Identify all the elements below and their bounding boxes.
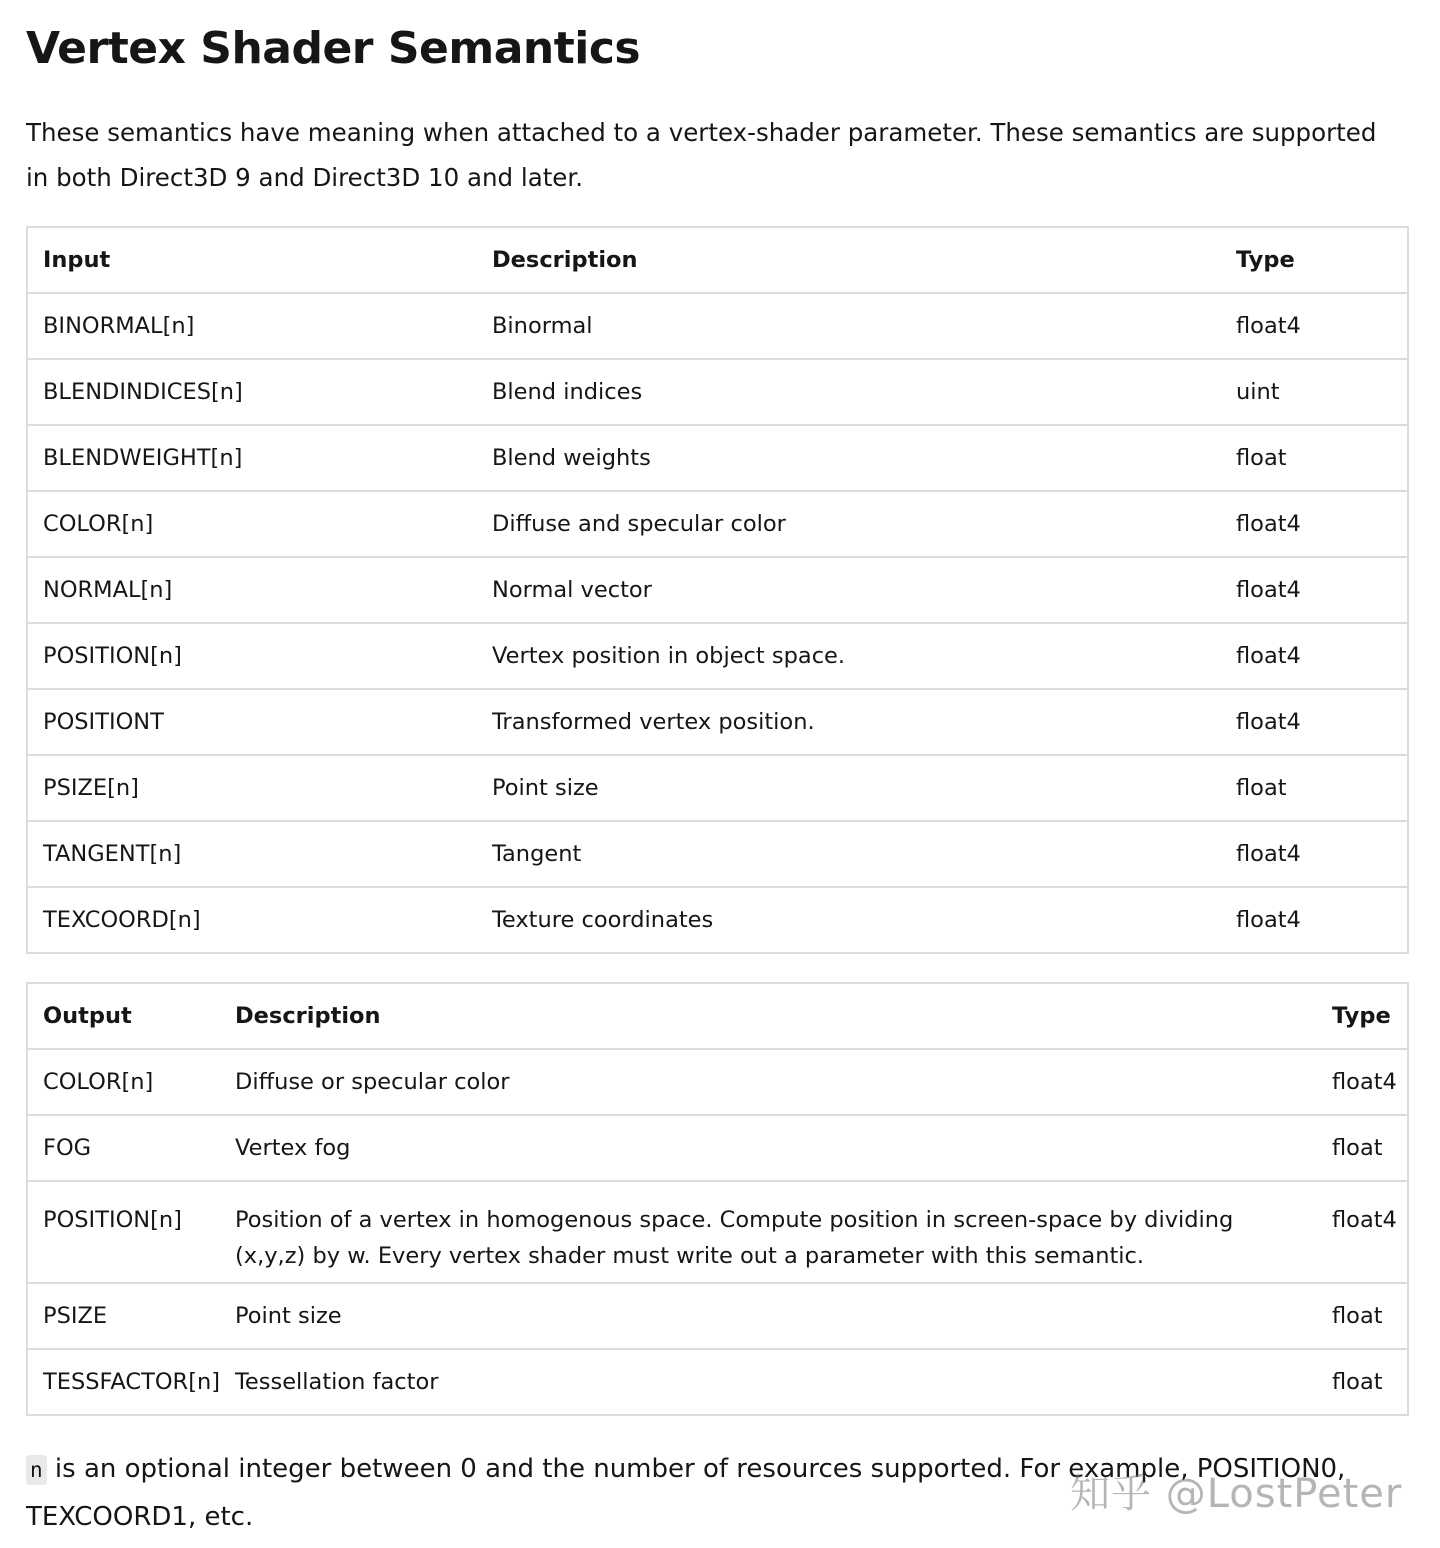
- table-header-row: [27, 227, 1408, 293]
- table-row: [27, 1181, 1408, 1283]
- semantic-name: BLENDWEIGHT[n]: [27, 425, 477, 491]
- table-header-row: [27, 983, 1408, 1049]
- semantic-name: TANGENT[n]: [27, 821, 477, 887]
- semantic-description: Normal vector: [477, 557, 1221, 623]
- semantic-type: float4: [1221, 293, 1408, 359]
- semantic-type: float4: [1221, 821, 1408, 887]
- semantic-name: PSIZE[n]: [27, 755, 477, 821]
- column-header-description: Description: [220, 983, 1317, 1049]
- semantic-description: Tessellation factor: [220, 1349, 1317, 1415]
- table-row: [27, 557, 1408, 623]
- semantic-name: BLENDINDICES[n]: [27, 359, 477, 425]
- semantic-description: Blend indices: [477, 359, 1221, 425]
- watermark: 知乎 @LostPeter: [1070, 1471, 1403, 1517]
- table-row: [27, 359, 1408, 425]
- table-row: [27, 887, 1408, 953]
- footnote-text: is an optional integer between 0 and the number of resources supported. For example, POSITION0, TEXCOORD1, etc.: [26, 1454, 1346, 1532]
- column-header-type: Type: [1317, 983, 1408, 1049]
- semantic-name: TESSFACTOR[n]: [27, 1349, 220, 1415]
- column-header-input: Input: [27, 227, 477, 293]
- semantic-description: Blend weights: [477, 425, 1221, 491]
- semantic-description: Position of a vertex in homogenous space. Compute position in screen-space by dividing (x,y,z) by w. Every vertex shader must write out a parameter with this semantic.: [220, 1181, 1317, 1283]
- semantic-type: float4: [1317, 1181, 1408, 1283]
- semantic-description: Texture coordinates: [477, 887, 1221, 953]
- column-header-type: Type: [1221, 227, 1408, 293]
- table-row: [27, 1283, 1408, 1349]
- table-row: [27, 821, 1408, 887]
- table-row: [27, 425, 1408, 491]
- table-row: [27, 689, 1408, 755]
- semantic-name: NORMAL[n]: [27, 557, 477, 623]
- semantic-description: Vertex position in object space.: [477, 623, 1221, 689]
- semantic-type: float: [1317, 1349, 1408, 1415]
- semantic-type: float: [1317, 1115, 1408, 1181]
- semantic-type: float4: [1221, 689, 1408, 755]
- table-row: [27, 623, 1408, 689]
- semantic-description: Point size: [220, 1283, 1317, 1349]
- semantic-description: Diffuse or specular color: [220, 1049, 1317, 1115]
- semantic-name: FOG: [27, 1115, 220, 1181]
- semantic-name: POSITIONT: [27, 689, 477, 755]
- semantic-type: float4: [1221, 623, 1408, 689]
- input-semantics-table: [26, 226, 1409, 954]
- semantic-description: Vertex fog: [220, 1115, 1317, 1181]
- semantic-name: BINORMAL[n]: [27, 293, 477, 359]
- semantic-type: float4: [1221, 491, 1408, 557]
- inline-code: n: [26, 1455, 47, 1485]
- table-row: [27, 1049, 1408, 1115]
- intro-paragraph: These semantics have meaning when attached to a vertex-shader parameter. These semantics are supported in both Direct3D 9 and Direct3D 10 and later.: [26, 118, 1377, 192]
- column-header-description: Description: [477, 227, 1221, 293]
- semantic-type: float4: [1221, 887, 1408, 953]
- semantic-name: COLOR[n]: [27, 1049, 220, 1115]
- semantic-description: Point size: [477, 755, 1221, 821]
- semantic-type: float4: [1317, 1049, 1408, 1115]
- semantic-type: float4: [1221, 557, 1408, 623]
- table-row: [27, 491, 1408, 557]
- semantic-description: Transformed vertex position.: [477, 689, 1221, 755]
- semantic-name: TEXCOORD[n]: [27, 887, 477, 953]
- semantic-type: float: [1317, 1283, 1408, 1349]
- semantic-name: POSITION[n]: [27, 623, 477, 689]
- semantic-type: uint: [1221, 359, 1408, 425]
- table-row: [27, 293, 1408, 359]
- semantic-name: PSIZE: [27, 1283, 220, 1349]
- table-row: [27, 755, 1408, 821]
- column-header-output: Output: [27, 983, 220, 1049]
- semantic-description: Diffuse and specular color: [477, 491, 1221, 557]
- semantic-name: COLOR[n]: [27, 491, 477, 557]
- table-row: [27, 1115, 1408, 1181]
- output-semantics-table: [26, 982, 1409, 1416]
- page-title: Vertex Shader Semantics: [26, 23, 641, 74]
- semantic-description: Binormal: [477, 293, 1221, 359]
- semantic-type: float: [1221, 755, 1408, 821]
- semantic-type: float: [1221, 425, 1408, 491]
- table-row: [27, 1349, 1408, 1415]
- semantic-description: Tangent: [477, 821, 1221, 887]
- semantic-name: POSITION[n]: [27, 1181, 220, 1283]
